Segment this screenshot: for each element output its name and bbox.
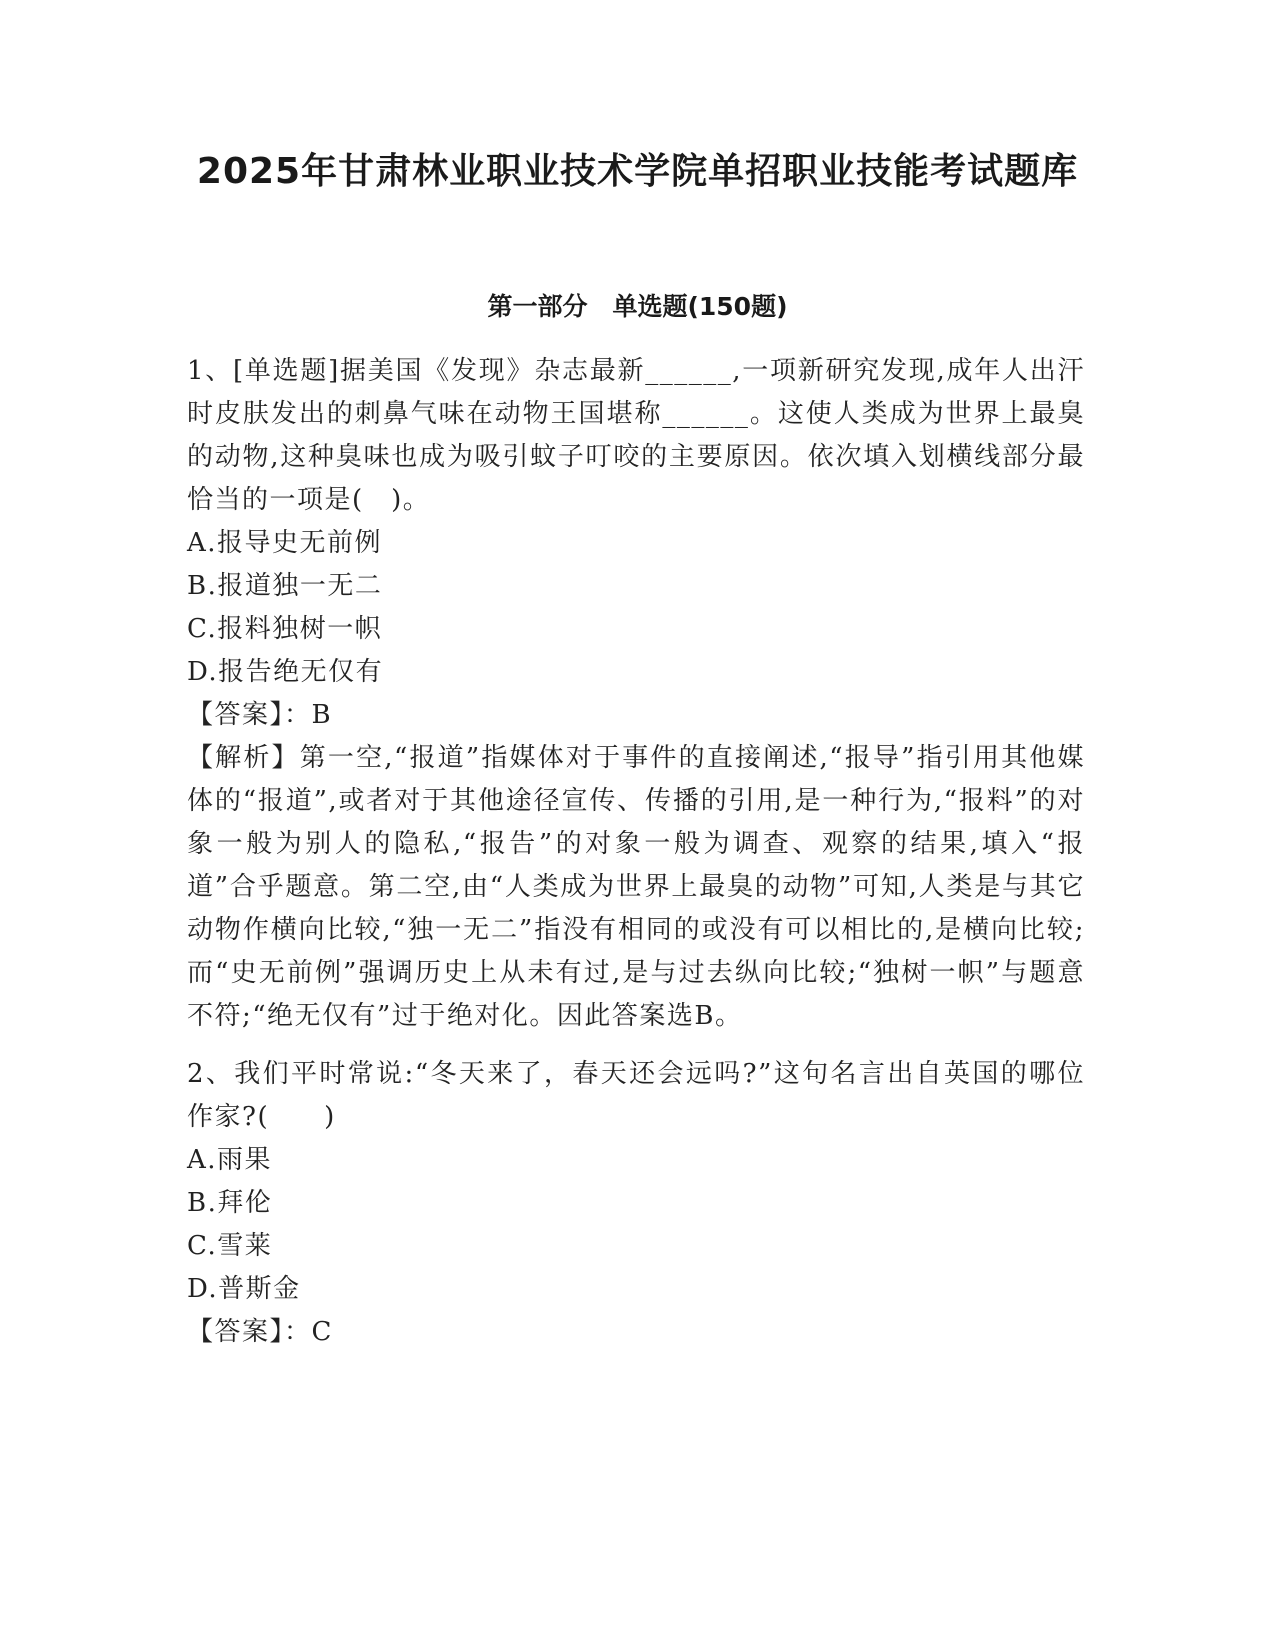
option-d: D.普斯金 [187, 1274, 301, 1304]
question-stem: 1、[单选题]据美国《发现》杂志最新______,一项新研究发现,成年人出汗时皮肤发出的刺鼻气味在动物王国堪称______。这使人类成为世界上最臭的动物,这种臭味也成为吸引蚊子叮咬的主要原因。依次填入划横线部分最恰当的一项是( )。 [187, 356, 1085, 515]
question-1 [187, 350, 1085, 1038]
option-d: D.报告绝无仅有 [187, 657, 384, 687]
section-title: 第一部分 单选题(150题) [487, 292, 788, 321]
answer-line: 【答案】：C [187, 1317, 333, 1347]
question-list [187, 350, 1085, 1354]
question-2 [187, 1053, 1085, 1354]
option-a: A.报导史无前例 [187, 528, 383, 558]
analysis-paragraph: 【解析】第一空,“报道”指媒体对于事件的直接阐述,“报导”指引用其他媒体的“报道”,或者对于其他途径宣传、传播的引用,是一种行为,“报料”的对象一般为别人的隐私,“报告”的对象一般为调查、观察的结果,填入“报道”合乎题意。第二空,由“人类成为世界上最臭的动物”可知,人类是与其它动物作横向比较,“独一无二”指没有相同的或没有可以相比的,是横向比较;而“史无前例”强调历史上从未有过,是与过去纵向比较;“独树一帜”与题意不符;“绝无仅有”过于绝对化。因此答案选B。 [187, 743, 1085, 1031]
option-c: C.雪莱 [187, 1231, 273, 1261]
option-a: A.雨果 [187, 1145, 273, 1175]
question-stem: 2、我们平时常说:“冬天来了，春天还会远吗?”这句名言出自英国的哪位作家?( ) [187, 1059, 1085, 1132]
option-b: B.拜伦 [187, 1188, 273, 1218]
document-title: 2025年甘肃林业职业技术学院单招职业技能考试题库 [196, 151, 1079, 192]
answer-line: 【答案】：B [187, 700, 333, 730]
option-c: C.报料独树一帜 [187, 614, 383, 644]
option-b: B.报道独一无二 [187, 571, 383, 601]
